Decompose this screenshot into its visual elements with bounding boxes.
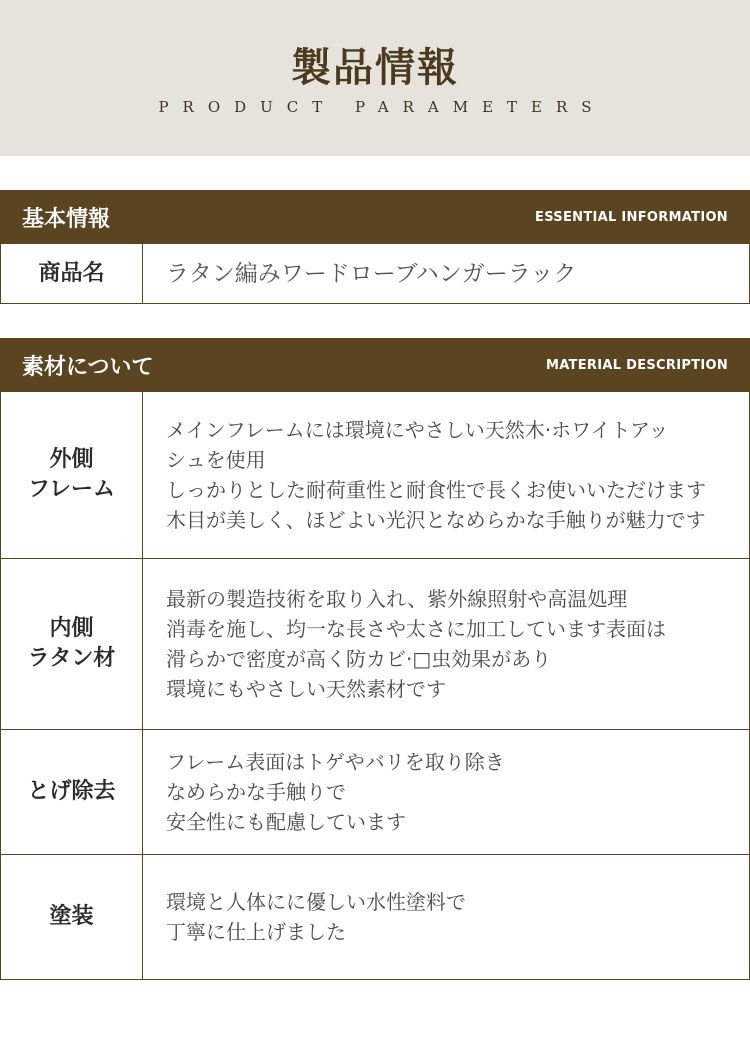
table-row-outer-frame [1, 392, 749, 559]
page-header [0, 0, 750, 156]
row-description: 最新の製造技術を取り入れ、紫外線照射や高温処理 消毒を施し、均一な長さや太さに加工しています表面は 滑らかで密度が高く防カビ·□虫効果があり 環境にもやさしい天然素材です [166, 587, 666, 701]
product-name-value: ラタン編みワードローブハンガーラック [166, 260, 577, 287]
table-row-coating [1, 855, 749, 980]
table-row-inner-rattan [1, 559, 749, 730]
row-description: メインフレームには環境にやさしい天然木·ホワイトアッ シュを使用 しっかりとした耐荷重性と耐食性で長くお使いいただけます 木目が美しく、ほどよい光沢となめらかな手触りが魅力です [166, 418, 706, 532]
section-title-jp: 基本情報 [22, 207, 111, 232]
section-header-basic [0, 190, 750, 244]
row-label: 内側 ラタン材 [1, 559, 143, 729]
basic-info-table [0, 244, 750, 304]
table-row-product-name [1, 244, 749, 304]
material-table [0, 392, 750, 980]
row-label: 塗装 [1, 855, 143, 979]
row-description: 環境と人体にに優しい水性塗料で 丁寧に仕上げました [166, 890, 466, 944]
page-subtitle: PRODUCT PARAMETERS [158, 98, 606, 116]
table-row-deburring [1, 730, 749, 855]
row-label: とげ除去 [1, 730, 143, 854]
section-header-material [0, 338, 750, 392]
row-label: 商品名 [1, 244, 143, 303]
section-title-en: MATERIAL DESCRIPTION [545, 358, 728, 373]
row-description: フレーム表面はトゲやバリを取り除き なめらかな手触りで 安全性にも配慮しています [166, 750, 505, 834]
page-title: 製品情報 [291, 45, 459, 91]
section-title-en: ESSENTIAL INFORMATION [535, 210, 728, 225]
section-title-jp: 素材について [22, 355, 154, 380]
row-label: 外側 フレーム [1, 392, 143, 558]
